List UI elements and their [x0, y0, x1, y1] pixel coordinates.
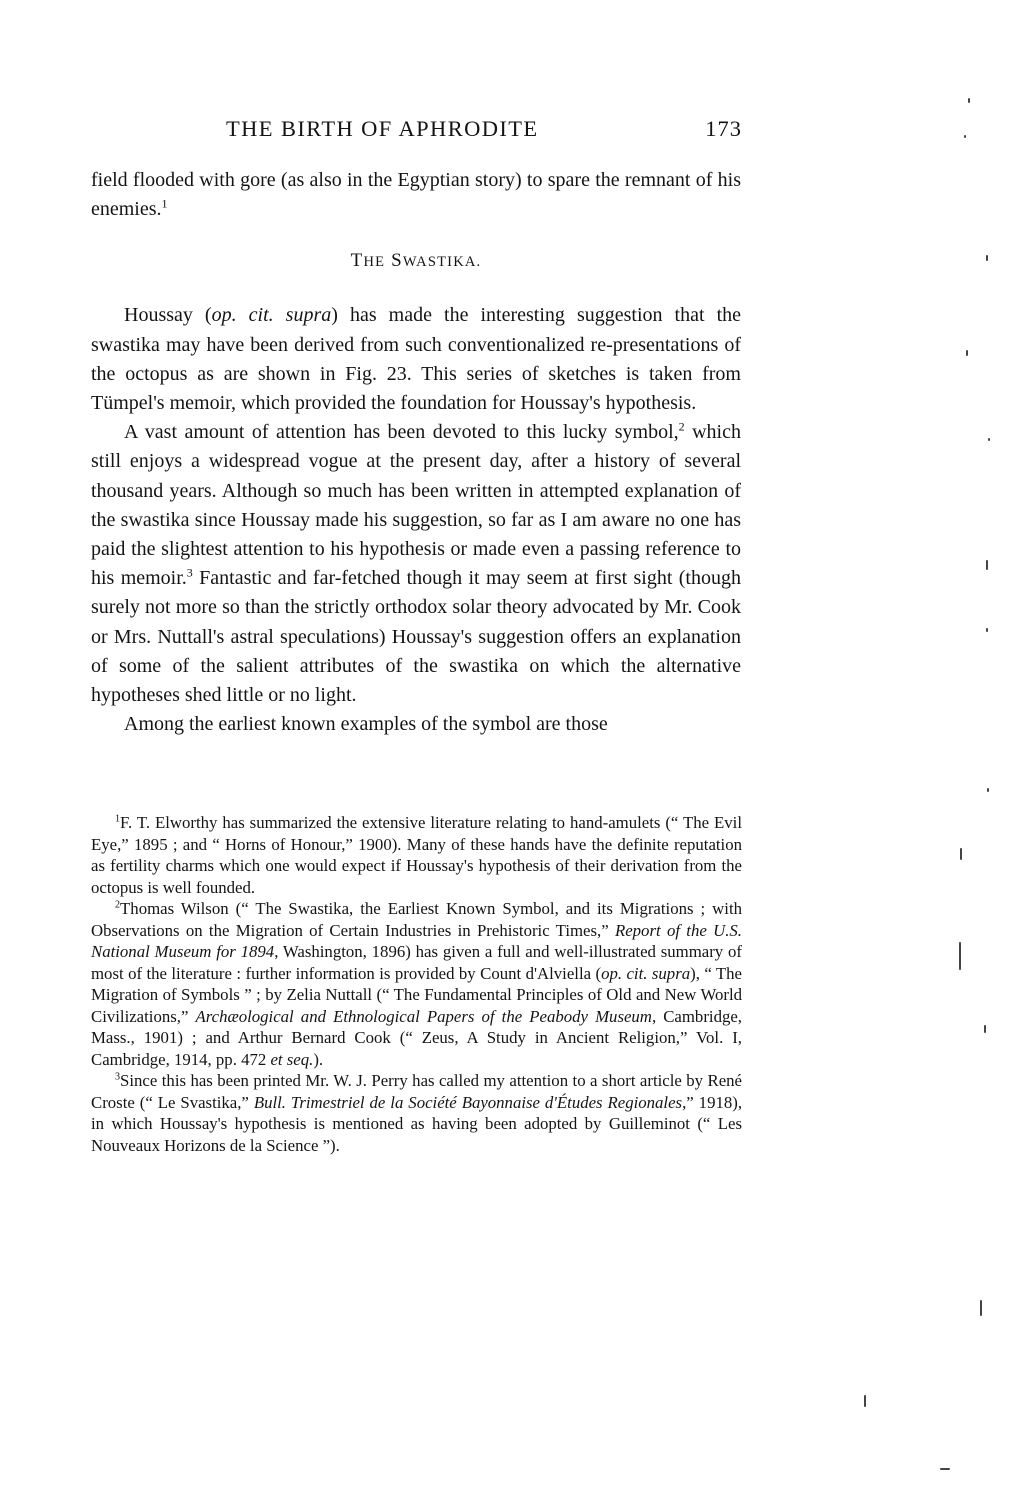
scan-speck — [986, 560, 988, 570]
paragraph3-text: Among the earliest known examples of the symbol are those — [124, 713, 608, 736]
footnotes — [91, 812, 742, 1156]
page-number: 173 — [705, 116, 742, 141]
footnote-2 — [91, 898, 742, 1070]
scan-speck — [986, 255, 988, 261]
paragraph1-part1: Houssay ( — [124, 304, 212, 327]
paragraph2-part2: which still enjoys a widespread vogue at the present day, after a history of several thousand years. Although so much has been written in attempted explanation of the swastika since Houssay made his suggestion, so far as I am aware no one has paid the slightest attention to his hypothesis or made even a passing reference to his memoir. — [91, 421, 741, 590]
footnote-ref-2: 2 — [678, 419, 685, 434]
scan-speck — [986, 628, 988, 632]
footnote-2-text-4: , Cambridge, Mass., 1901) ; and Arthur Bernard Cook (“ Zeus, A Study in Ancient Religion,” Vol. I, Cambridge, 1914, pp. 472 — [91, 1006, 742, 1069]
scan-speck — [864, 1395, 866, 1407]
footnote-2-italic-4: et seq. — [270, 1049, 314, 1069]
footnote-2-italic-2: op. cit. supra — [601, 963, 691, 983]
paragraph-houssay — [91, 301, 741, 418]
footnote-ref-1: 1 — [161, 196, 168, 211]
scan-speck — [966, 350, 968, 356]
footnote-3-marker: 3 — [115, 1071, 121, 1083]
scan-speck — [964, 135, 966, 138]
footnote-1-marker: 1 — [115, 813, 121, 825]
continuation-paragraph — [91, 166, 741, 224]
scan-speck — [988, 438, 990, 441]
running-head — [222, 116, 742, 148]
footnote-2-italic-1: Report of the U.S. National Museum for 1894 — [91, 920, 742, 961]
footnote-3-text-2: ,” 1918), in which Houssay's hypothesis is mentioned as having been adopted by Guilleminot (“ Les Nouveaux Horizons de la Science ”). — [91, 1092, 743, 1155]
footnote-2-text-3: ), “ The Migration of Symbols ” ; by Zelia Nuttall (“ The Fundamental Principles of Old and New World Civilizations,” — [91, 963, 742, 1026]
footnote-2-text-5: ). — [313, 1049, 324, 1069]
section-heading — [91, 247, 741, 276]
heading-rest-1: HE — [363, 254, 386, 271]
main-text — [91, 166, 741, 739]
paragraph-among — [91, 710, 741, 739]
scan-speck — [959, 942, 961, 970]
footnote-1 — [91, 812, 742, 898]
paragraph1-part2: ) has made the interesting suggestion that the swastika may have been derived from such conventionalized re-presentations of the octopus as are shown in Fig. 23. This series of sketches is taken from Tümpel's memoir, which provided the foundation for Houssay's hypothesis. — [91, 304, 742, 415]
paragraph2-part1: A vast amount of attention has been devoted to this lucky symbol, — [124, 421, 679, 444]
footnote-1-text: F. T. Elworthy has summarized the extensive literature relating to hand-amulets (“ The Evil Eye,” 1895 ; and “ Horns of Honour,” 1900). Many of these hands have the definite reputation as fertility charms which one would expect if Houssay's hypothesis of their derivation from the octopus is well founded. — [91, 813, 742, 897]
footnote-2-marker: 2 — [115, 899, 121, 911]
paragraph2-part3: Fantastic and far-fetched though it may seem at first sight (though surely not more so than the strictly orthodox solar theory advocated by Mr. Cook or Mrs. Nuttall's astral speculations) Houssay's suggestion offers an explanation of some of the salient attributes of the swastika on which the alternative hypotheses shed little or no light. — [91, 567, 741, 707]
footnote-2-italic-3: Archæological and Ethnological Papers of the Peabody Museum — [195, 1006, 652, 1026]
footnote-2-text-1: Thomas Wilson (“ The Swastika, the Earliest Known Symbol, and its Migrations ; with Observations on the Migration of Certain Industries in Prehistoric Times,” — [91, 899, 742, 940]
scan-speck — [960, 848, 962, 860]
heading-rest-2: WASTIKA. — [402, 254, 482, 271]
footnote-3-italic-1: Bull. Trimestriel de la Société Bayonnaise d'Études Regionales — [253, 1092, 683, 1112]
continuation-text: field flooded with gore (as also in the Egyptian story) to spare the remnant of his enemies. — [91, 169, 741, 221]
footnote-3-text-1: Since this has been printed Mr. W. J. Perry has called my attention to a short article by René Croste (“ Le Svastika,” — [91, 1071, 742, 1112]
footnote-ref-3: 3 — [186, 565, 193, 580]
scan-speck — [984, 1025, 986, 1033]
paragraph1-italic: op. cit. supra — [211, 304, 332, 327]
scan-speck — [940, 1468, 950, 1470]
footnote-2-text-2: , Washington, 1896) has given a full and well-illustrated summary of most of the literature : further information is provided by Count d'Alviella ( — [91, 942, 742, 983]
heading-initial-1: T — [350, 250, 364, 272]
paragraph-vast-amount — [91, 418, 741, 710]
running-title: THE BIRTH OF APHRODITE — [226, 116, 539, 141]
heading-initial-2: S — [391, 250, 403, 272]
scan-speck — [980, 1300, 982, 1316]
scan-speck — [968, 98, 970, 103]
footnote-3 — [91, 1070, 742, 1156]
scan-speck — [987, 788, 989, 792]
